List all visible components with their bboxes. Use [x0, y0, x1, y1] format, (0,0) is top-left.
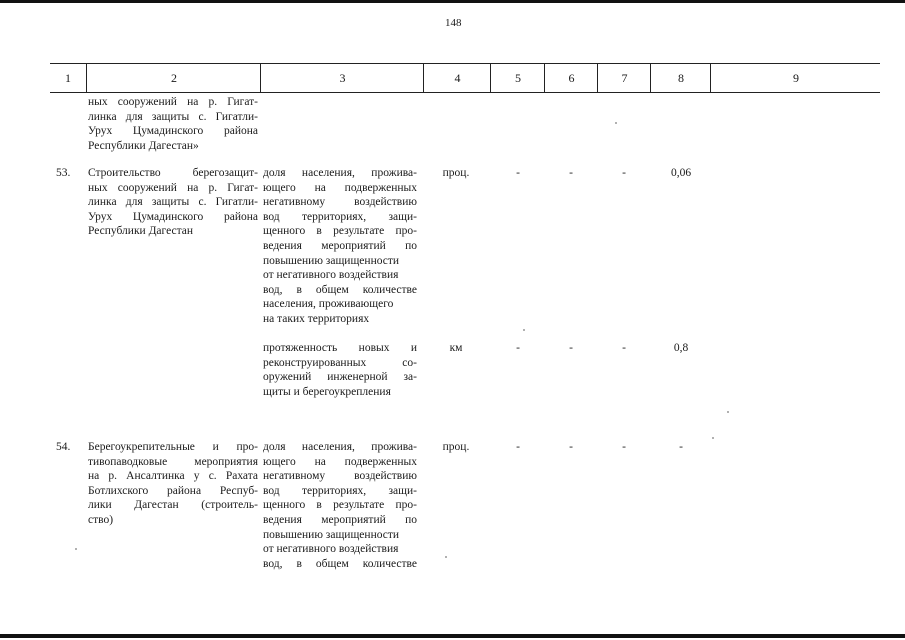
bottom-scan-edge — [0, 634, 905, 638]
text-line: протяженность новых и — [263, 342, 417, 354]
scan-speck — [615, 122, 617, 124]
scan-speck — [523, 329, 525, 331]
text-line: ющего на подверженных — [263, 455, 417, 468]
col-header-8: 8 — [650, 64, 711, 92]
text-line: линка для защиты с. Гигатли- — [88, 110, 258, 123]
text-line: повышению защищенности — [263, 528, 400, 541]
row-54-number: 54. — [56, 441, 71, 453]
row-54-col7: - — [622, 441, 626, 453]
text-line: Республики Дагестан — [88, 225, 193, 238]
text-line: линка для защиты с. Гигатли- — [88, 196, 258, 209]
top-scan-edge — [0, 0, 905, 3]
row-53-indicator-1-col7: - — [622, 167, 626, 179]
text-line: повышению защищенности — [263, 254, 400, 267]
row-53-indicator-1-col5: - — [516, 167, 520, 179]
text-line: доля населения, прожива- — [263, 167, 417, 179]
col-header-9: 9 — [710, 64, 881, 92]
text-line: вод, в общем количестве — [263, 557, 417, 570]
text-line: оружений инженерной за- — [263, 371, 417, 384]
text-line: щенного в результате про- — [263, 225, 417, 238]
row-53-number: 53. — [56, 167, 71, 179]
row-53-indicator-2-col6: - — [569, 342, 573, 354]
text-line: лики Дагестан (строитель- — [88, 499, 258, 512]
text-line: ведения мероприятий по — [263, 239, 417, 252]
text-line: ведения мероприятий по — [263, 513, 417, 526]
table-header-row — [50, 63, 880, 93]
row-53-indicator-1-col8: 0,06 — [670, 167, 692, 179]
text-line: ство) — [88, 513, 114, 526]
text-line: ющего на подверженных — [263, 181, 417, 194]
scan-speck — [445, 556, 447, 558]
continuation-col2 — [88, 95, 258, 153]
text-line: реконструированных со- — [263, 356, 417, 369]
text-line: от негативного воздействия — [263, 543, 399, 556]
text-line: негативному воздействию — [263, 196, 417, 209]
row-54-unit: проц. — [442, 441, 470, 453]
row-53-indicator-1-col3 — [263, 166, 417, 327]
row-54-col8: - — [679, 441, 683, 453]
row-54-col3 — [263, 440, 417, 571]
text-line: вод, в общем количестве — [263, 283, 417, 296]
col-header-1: 1 — [65, 70, 71, 85]
scan-speck — [712, 437, 714, 439]
text-line: щенного в результате про- — [263, 499, 417, 512]
row-53-indicator-1-col6: - — [569, 167, 573, 179]
row-54-col6: - — [569, 441, 573, 453]
text-line: ных сооружений на р. Гигат- — [88, 181, 258, 194]
scan-speck — [75, 548, 77, 550]
text-line: Строительство берегозащит- — [88, 167, 258, 179]
row-54-col2 — [88, 440, 258, 528]
text-line: ных сооружений на р. Гигат- — [88, 96, 258, 108]
scan-speck — [727, 411, 729, 413]
text-line: Урух Цумадинского района — [88, 210, 258, 223]
text-line: на таких территориях — [263, 312, 370, 325]
text-line: Урух Цумадинского района — [88, 125, 258, 138]
row-53-col2 — [88, 166, 258, 239]
text-line: Республики Дагестан» — [88, 139, 199, 152]
col-header-7: 7 — [597, 64, 651, 92]
text-line: тивопаводковые мероприятия — [88, 455, 258, 468]
col-header-2: 2 — [86, 64, 261, 92]
text-line: вод территориях, защи- — [263, 210, 417, 223]
text-line: на р. Ансалтинка у с. Рахата — [88, 470, 258, 483]
text-line: Берегоукрепительные и про- — [88, 441, 258, 453]
row-53-indicator-2-col5: - — [516, 342, 520, 354]
text-line: Ботлихского района Респуб- — [88, 484, 258, 497]
text-line: вод территориях, защи- — [263, 484, 417, 497]
row-53-indicator-2-col8: 0,8 — [673, 342, 689, 354]
row-53-indicator-1-unit: проц. — [442, 167, 470, 179]
row-54-col5: - — [516, 441, 520, 453]
text-line: населения, проживающего — [263, 298, 394, 311]
page-number: 148 — [445, 17, 462, 29]
text-line: негативному воздействию — [263, 470, 417, 483]
text-line: щиты и берегоукрепления — [263, 385, 391, 398]
row-53-indicator-2-col3 — [263, 341, 417, 399]
col-header-6: 6 — [544, 64, 598, 92]
text-line: от негативного воздействия — [263, 269, 399, 282]
row-53-indicator-2-col7: - — [622, 342, 626, 354]
col-header-5: 5 — [490, 64, 545, 92]
row-53-indicator-2-unit: км — [449, 342, 463, 354]
text-line: доля населения, прожива- — [263, 441, 417, 453]
col-header-3: 3 — [260, 64, 424, 92]
col-header-4: 4 — [423, 64, 491, 92]
